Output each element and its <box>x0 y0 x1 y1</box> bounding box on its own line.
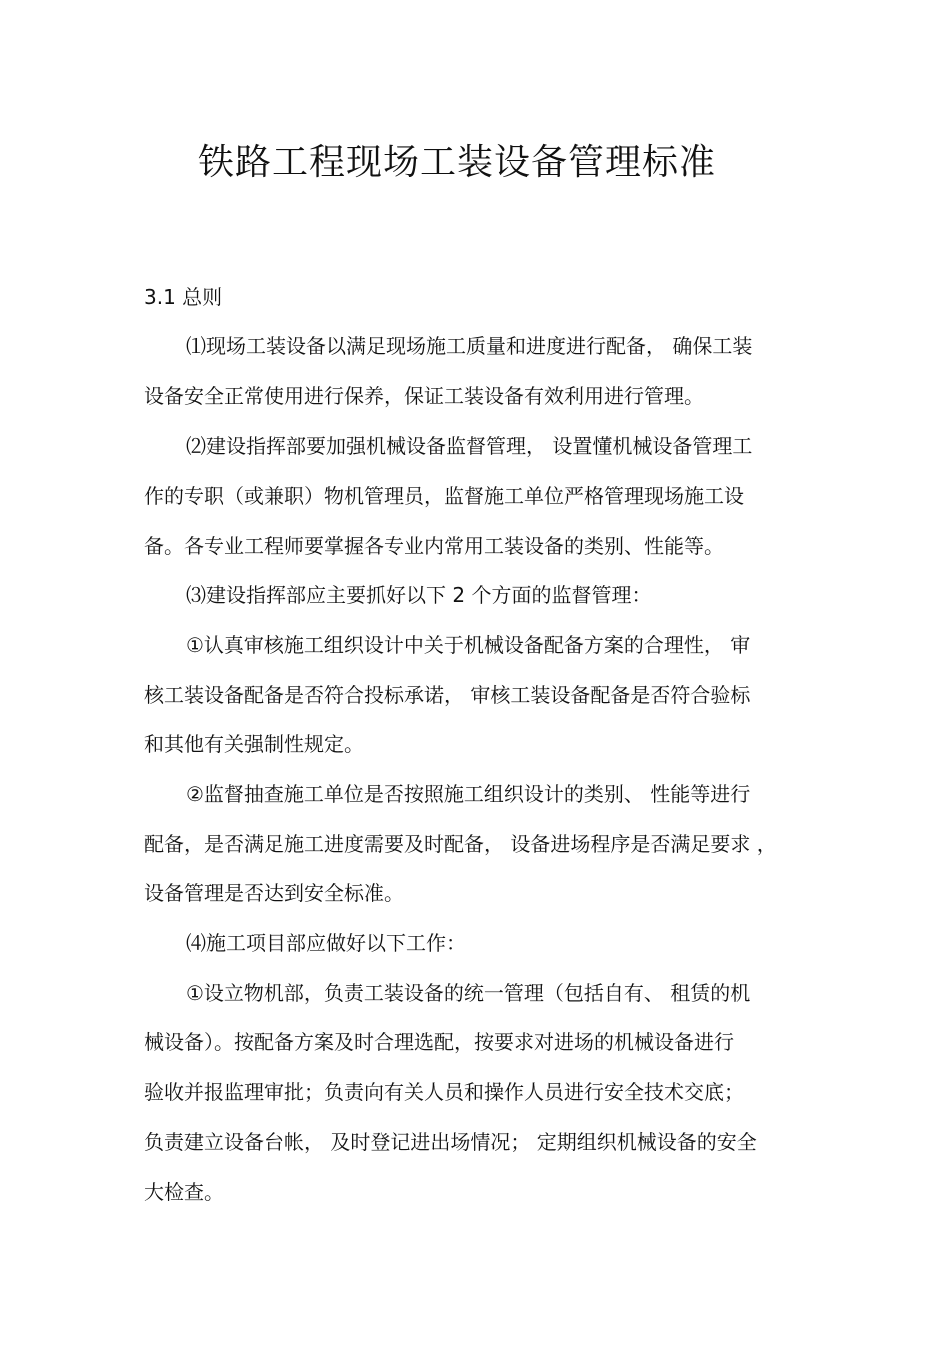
paragraph-line: 和其他有关强制性规定。 <box>144 732 364 756</box>
paragraph-line: 备。各专业工程师要掌握各专业内常用工装设备的类别、性能等。 <box>144 534 724 558</box>
paragraph-line: 验收并报监理审批；负责向有关人员和操作人员进行安全技术交底； <box>144 1080 744 1104</box>
paragraph-line: 设备安全正常使用进行保养，保证工装设备有效利用进行管理。 <box>144 384 704 408</box>
paragraph-line: 配备，是否满足施工进度需要及时配备， 设备进场程序是否满足要求 ， <box>144 832 777 856</box>
paragraph-line: ①认真审核施工组织设计中关于机械设备配备方案的合理性， 审 <box>186 633 751 657</box>
paragraph-line: 大检查。 <box>144 1180 224 1204</box>
paragraph-line: ⑵建设指挥部要加强机械设备监督管理， 设置懂机械设备管理工 <box>186 434 753 458</box>
paragraph-line: 械设备）。按配备方案及时合理选配，按要求对进场的机械设备进行 <box>144 1030 734 1054</box>
paragraph-line: 作的专职（或兼职）物机管理员，监督施工单位严格管理现场施工设 <box>144 484 744 508</box>
paragraph-line: 设备管理是否达到安全标准。 <box>144 881 404 905</box>
paragraph-line: 负责建立设备台帐， 及时登记进出场情况； 定期组织机械设备的安全 <box>144 1130 757 1154</box>
section-heading: 3.1 总则 <box>144 285 223 309</box>
paragraph-line: ⑶建设指挥部应主要抓好以下 2 个方面的监督管理： <box>186 583 652 607</box>
paragraph-line: ⑴现场工装设备以满足现场施工质量和进度进行配备， 确保工装 <box>186 334 753 358</box>
document-title: 铁路工程现场工装设备管理标准 <box>197 142 716 183</box>
paragraph-line: ①设立物机部，负责工装设备的统一管理（包括自有、 租赁的机 <box>186 981 751 1005</box>
paragraph-line: 核工装设备配备是否符合投标承诺， 审核工装设备配备是否符合验标 <box>144 683 751 707</box>
paragraph-line: ②监督抽查施工单位是否按照施工组织设计的类别、 性能等进行 <box>186 782 751 806</box>
paragraph-line: ⑷施工项目部应做好以下工作： <box>186 931 466 955</box>
